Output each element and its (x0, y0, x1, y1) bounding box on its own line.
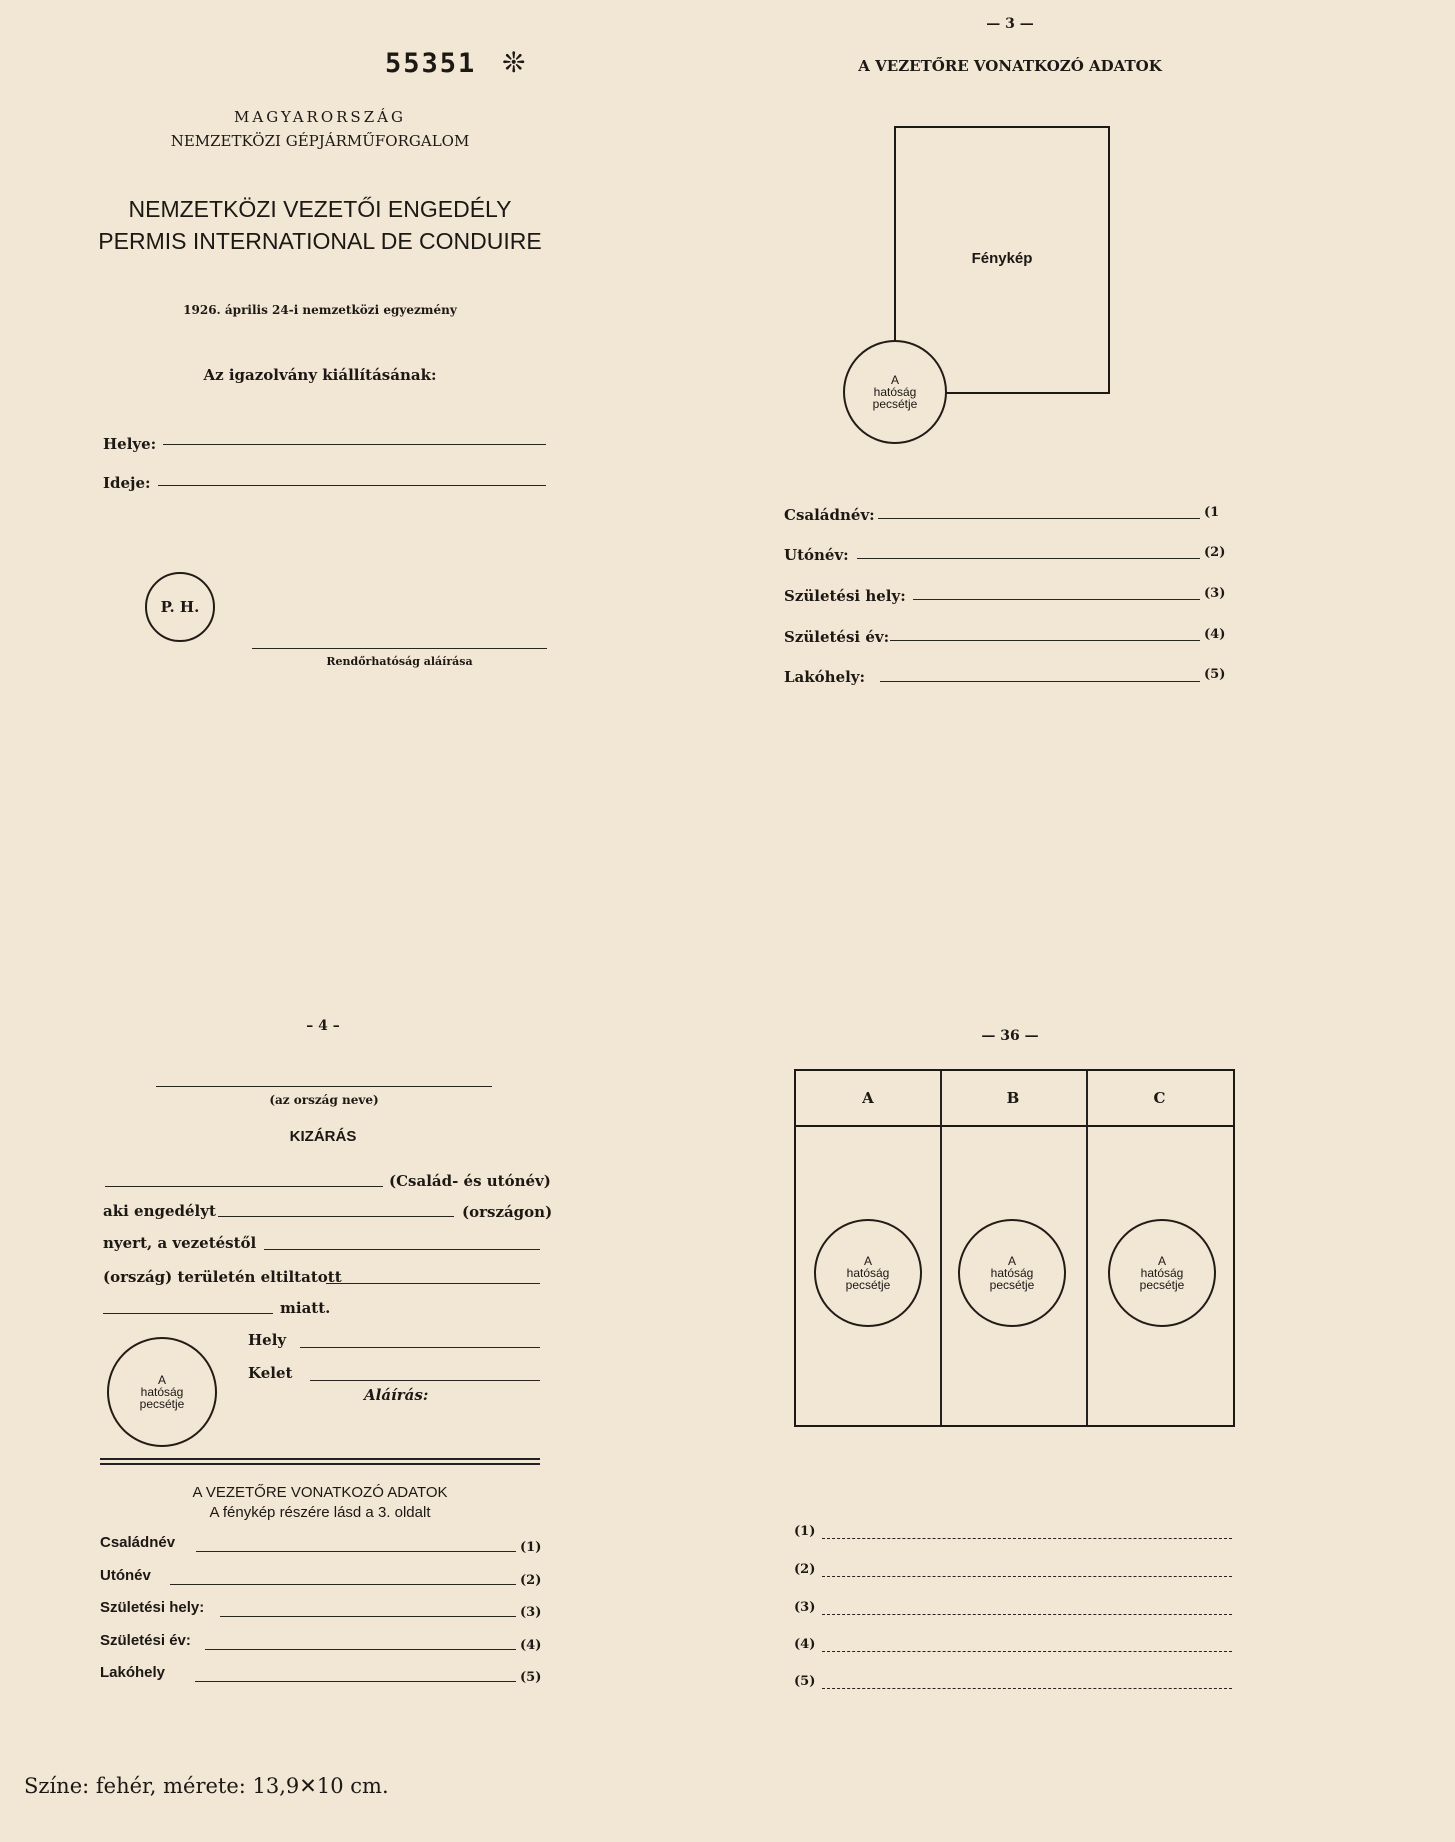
field4-residence-line (195, 1681, 516, 1682)
driver-data-heading: A VEZETŐRE VONATKOZÓ ADATOK (858, 57, 1162, 75)
category-table (794, 1069, 1235, 1427)
kelet-line (310, 1380, 540, 1381)
place-label: Helye: (103, 435, 157, 453)
field4-birthplace-line (220, 1616, 516, 1617)
field-birthyear-num: (4) (1204, 627, 1226, 642)
page-number-36: — 36 — (981, 1028, 1039, 1044)
field4-firstname-line (170, 1584, 516, 1585)
column-header-a: A (862, 1089, 874, 1107)
because-line (103, 1313, 273, 1314)
column-header-b: B (1006, 1089, 1020, 1107)
field-firstname-label: Utónév: (784, 546, 849, 564)
field4-surname-line (196, 1551, 516, 1552)
driver-data-heading-4: A VEZETŐRE VONATKOZÓ ADATOK (192, 1484, 448, 1501)
field4-birthyear-num: (4) (520, 1638, 542, 1653)
row-4-num: (4) (794, 1637, 816, 1652)
field4-firstname-label: Utónév (100, 1567, 151, 1584)
serial-number: 55351 (385, 48, 477, 79)
row-2-num: (2) (794, 1562, 816, 1577)
field-surname-num: (1 (1204, 505, 1220, 520)
row-1-line (822, 1538, 1232, 1539)
name-suffix: (Család- és utónév) (389, 1172, 551, 1190)
field4-firstname-num: (2) (520, 1573, 542, 1588)
table-col-divider-1 (940, 1071, 942, 1425)
signature-line (252, 648, 547, 649)
page-number-4: – 4 – (306, 1018, 340, 1034)
field-birthplace-num: (3) (1204, 586, 1226, 601)
double-rule (100, 1458, 540, 1465)
photo-reference-note: A fénykép részére lásd a 3. oldalt (209, 1504, 431, 1521)
licensed-line (218, 1216, 454, 1217)
field-birthyear-label: Születési év: (784, 628, 890, 646)
licensed-prefix: aki engedélyt (103, 1202, 216, 1220)
field4-birthplace-label: Születési hely: (100, 1599, 205, 1616)
field-surname-line (878, 518, 1200, 519)
field4-birthyear-label: Születési év: (100, 1632, 191, 1649)
row-3-line (822, 1614, 1232, 1615)
traffic-title: NEMZETKÖZI GÉPJÁRMŰFORGALOM (170, 132, 470, 150)
stamp-column-b: A hatóság pecsétje (958, 1219, 1066, 1327)
size-note: Színe: fehér, mérete: 13,9✕10 cm. (24, 1774, 389, 1798)
field-residence-label: Lakóhely: (784, 668, 866, 686)
page-number-3: — 3 — (986, 16, 1034, 32)
date-label: Ideje: (103, 474, 151, 492)
convention-note: 1926. április 24-i nemzetközi egyezmény (183, 303, 457, 317)
signature-label-4: Aláírás: (364, 1386, 429, 1404)
name-line (105, 1186, 383, 1187)
table-header-rule (796, 1125, 1233, 1127)
field4-residence-label: Lakóhely (100, 1664, 166, 1681)
ph-seal: P. H. (145, 572, 215, 642)
field4-surname-num: (1) (520, 1540, 542, 1555)
field-residence-num: (5) (1204, 667, 1226, 682)
title-french: PERMIS INTERNATIONAL DE CONDUIRE (98, 228, 542, 254)
field4-birthyear-line (205, 1649, 516, 1650)
place-line (163, 444, 546, 445)
country-name-line (156, 1086, 492, 1087)
field-birthyear-line (890, 640, 1200, 641)
licensed-suffix: (országon) (462, 1203, 553, 1221)
authority-stamp-4: A hatóság pecsétje (107, 1337, 217, 1447)
gained-line (264, 1249, 540, 1250)
signature-label: Rendőrhatóság aláírása (326, 655, 473, 668)
row-5-line (822, 1688, 1232, 1689)
hely-label: Hely (248, 1331, 287, 1349)
title-hungarian: NEMZETKÖZI VEZETŐI ENGEDÉLY (128, 196, 512, 222)
row-3-num: (3) (794, 1600, 816, 1615)
table-col-divider-2 (1086, 1071, 1088, 1425)
territory-prefix: (ország) területén eltiltatott (103, 1268, 342, 1286)
field-surname-label: Családnév: (784, 506, 875, 524)
field4-residence-num: (5) (520, 1670, 542, 1685)
field-birthplace-label: Születési hely: (784, 587, 906, 605)
field-firstname-num: (2) (1204, 545, 1226, 560)
issue-heading: Az igazolvány kiállításának: (203, 366, 437, 384)
because-suffix: miatt. (280, 1299, 331, 1317)
hely-line (300, 1347, 540, 1348)
date-line (158, 485, 546, 486)
row-4-line (822, 1651, 1232, 1652)
field4-surname-label: Családnév (100, 1534, 176, 1551)
row-1-num: (1) (794, 1524, 816, 1539)
exclusion-heading: KIZÁRÁS (289, 1128, 357, 1145)
snowflake-icon: ❊ (502, 46, 526, 79)
field-residence-line (880, 681, 1200, 682)
territory-line (326, 1283, 540, 1284)
stamp-column-a: A hatóság pecsétje (814, 1219, 922, 1327)
stamp-column-c: A hatóság pecsétje (1108, 1219, 1216, 1327)
field-firstname-line (857, 558, 1200, 559)
column-header-c: C (1153, 1089, 1166, 1107)
authority-stamp (843, 340, 947, 444)
kelet-label: Kelet (248, 1364, 293, 1382)
photo-label: Fénykép (971, 250, 1033, 267)
country-title: MAGYARORSZÁG (234, 108, 406, 126)
country-name-label: (az ország neve) (269, 1093, 379, 1107)
row-5-num: (5) (794, 1674, 816, 1689)
row-2-line (822, 1576, 1232, 1577)
gained-prefix: nyert, a vezetéstől (103, 1234, 257, 1252)
field4-birthplace-num: (3) (520, 1605, 542, 1620)
field-birthplace-line (913, 599, 1200, 600)
stamp-text: A hatóság pecsétje (872, 373, 918, 411)
